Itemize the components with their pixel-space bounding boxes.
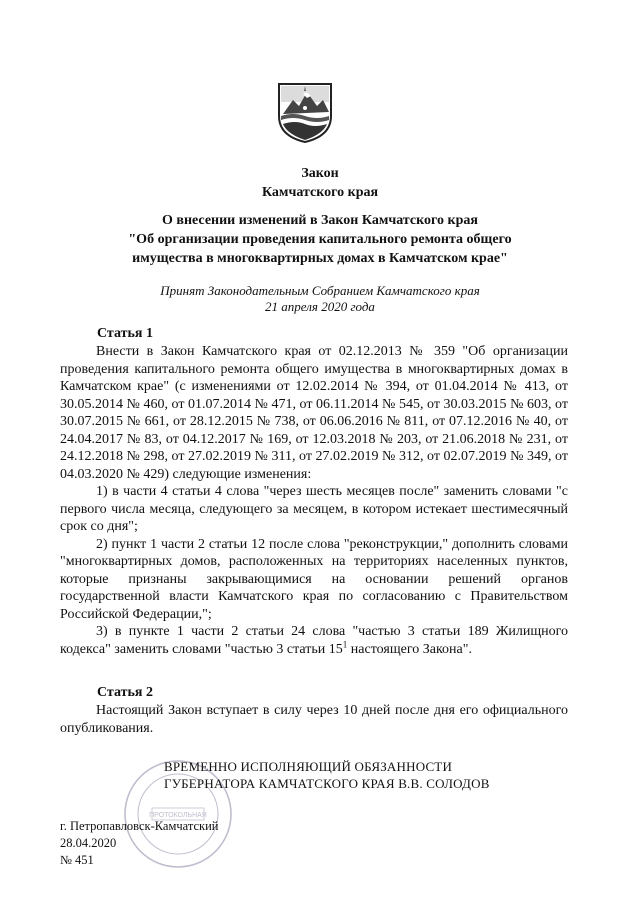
superscript-marker: 1	[342, 638, 348, 649]
article-1-body	[60, 343, 568, 658]
subject-line: О внесении изменений в Закон Камчатского края	[162, 213, 478, 228]
article-2-body	[60, 702, 568, 737]
article-1-item-1: 1) в части 4 статьи 4 слова "через шесть месяцев после" заменить словами "с первого числа месяца, следующего за месяцем, в котором истекает шестимесячный срок со дня";	[60, 484, 568, 534]
place: г. Петропавловск-Камчатский	[60, 819, 219, 833]
adoption-note	[0, 283, 640, 315]
signatory-name: ГУБЕРНАТОРА КАМЧАТСКОГО КРАЯ В.В. СОЛОДОВ	[164, 776, 490, 791]
adoption-date: 21 апреля 2020 года	[265, 299, 375, 314]
adoption-line: Принят Законодательным Собранием Камчатского края	[160, 283, 480, 298]
article-1-item-2: 2) пункт 1 части 2 статьи 12 после слова "реконструкции," дополнить словами "многоквартирных домов, расположенных на территориях населенных пунктов, которые признаны закрывающимися на основании решений органов государственной власти Камчатского края по согласованию с Правительством Российской Федерации,";	[60, 536, 568, 622]
article-1-heading: Статья 1	[97, 326, 153, 341]
article-2-text: Настоящий Закон вступает в силу через 10 дней после дня его официального опубликования.	[60, 703, 568, 736]
subject-line: "Об организации проведения капитального ремонта общего	[128, 232, 512, 247]
article-1-item-3	[60, 623, 568, 658]
stamp-center-text: ПРОТОКОЛЬНАЯ	[149, 812, 207, 819]
item-3-text-end: настоящего Закона".	[347, 641, 472, 657]
title-line: Камчатского края	[261, 185, 379, 200]
article-1-intro: Внести в Закон Камчатского края от 02.12.2013 № 359 "Об организации проведения капитального ремонта общего имущества в многоквартирных домах в Камчатском крае" (с изменениями от 12.02.2014 № 394, от 01.04.2014 № 413, от 30.05.2014 № 460, от 01.07.2014 № 471, от 06.11.2014 № 545, от 30.03.2015 № 603, от 30.07.2015 № 661, от 28.12.2015 № 738, от 06.06.2016 № 811, от 07.12.2016 № 40, от 24.04.2017 № 83, от 04.12.2017 № 169, от 12.03.2018 № 203, от 21.06.2018 № 231, от 24.12.2018 № 298, от 27.02.2019 № 311, от 27.02.2019 № 312, от 02.07.2019 № 349, от 04.03.2020 № 429) следующие изменения:	[60, 344, 568, 482]
signatory-title: ВРЕМЕННО ИСПОЛНЯЮЩИЙ ОБЯЗАННОСТИ	[164, 759, 453, 774]
law-subject	[0, 211, 640, 268]
subject-line: имущества в многоквартирных домах в Камчатском крае"	[132, 251, 508, 266]
law-title	[0, 164, 640, 202]
article-2-heading: Статья 2	[97, 685, 153, 700]
kamchatka-coat-of-arms-icon	[273, 80, 337, 144]
place-date-block	[60, 818, 219, 869]
title-line: Закон	[301, 166, 339, 181]
item-3-text: 3) в пункте 1 части 2 статьи 24 слова "частью 3 статьи 189 Жилищного кодекса" заменить словами "частью 3 статьи 15	[60, 624, 568, 657]
date: 28.04.2020	[60, 836, 117, 850]
signature-block	[164, 758, 490, 792]
law-number: № 451	[60, 853, 94, 867]
